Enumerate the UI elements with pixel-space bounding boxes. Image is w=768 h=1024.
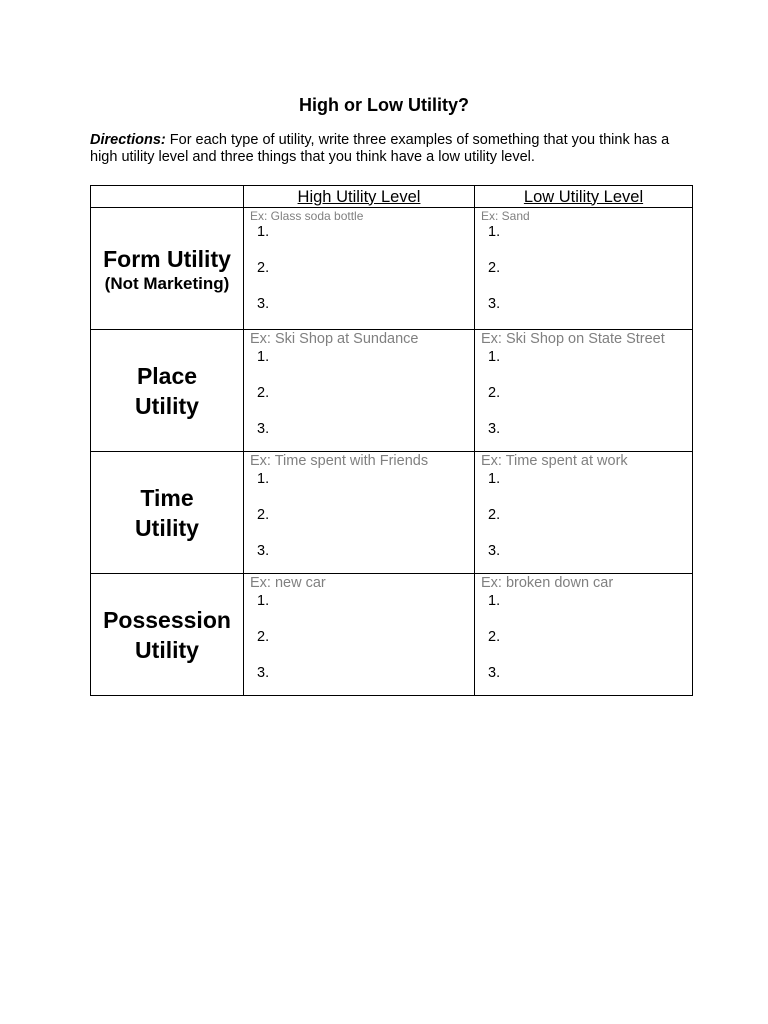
utility-type-name: Time Utility [135, 484, 199, 541]
utility-table [90, 185, 693, 696]
header-empty-cell [91, 186, 244, 208]
answer-line[interactable]: 2. [257, 260, 270, 276]
answer-line[interactable]: 1. [257, 471, 270, 487]
answer-line[interactable]: 1. [257, 593, 270, 609]
utility-type-cell [91, 330, 244, 452]
answer-list [244, 223, 474, 313]
table-row-form-utility [91, 208, 693, 330]
table-row-time-utility [91, 452, 693, 574]
answer-list [475, 223, 692, 313]
table-row-place-utility [91, 330, 693, 452]
utility-type-cell [91, 208, 244, 330]
answer-line[interactable]: 3. [488, 665, 501, 681]
answer-line[interactable]: 3. [488, 296, 501, 312]
table-header-row [91, 186, 693, 208]
answer-line[interactable]: 1. [488, 224, 501, 240]
high-example: Ex: Ski Shop at Sundance [250, 331, 419, 347]
header-low-utility: Low Utility Level [475, 186, 693, 208]
answer-line[interactable]: 1. [257, 349, 270, 365]
answer-line[interactable]: 2. [488, 507, 501, 523]
answer-line[interactable]: 1. [488, 349, 501, 365]
directions-paragraph [90, 132, 690, 166]
answer-list [244, 592, 474, 682]
answer-line[interactable]: 3. [257, 421, 270, 437]
high-utility-cell[interactable] [244, 330, 475, 452]
utility-type-name: Form Utility [103, 245, 231, 272]
answer-list [475, 592, 692, 682]
page-title: High or Low Utility? [299, 95, 469, 115]
directions-label: Directions: [90, 132, 166, 148]
answer-line[interactable]: 2. [488, 629, 501, 645]
low-utility-cell[interactable] [475, 574, 693, 696]
utility-type-subtitle: (Not Marketing) [104, 273, 230, 293]
table-row-possession-utility [91, 574, 693, 696]
utility-type-cell [91, 452, 244, 574]
low-example: Ex: broken down car [481, 575, 614, 591]
header-high-utility: High Utility Level [244, 186, 475, 208]
answer-line[interactable]: 3. [488, 543, 501, 559]
answer-line[interactable]: 2. [257, 507, 270, 523]
answer-line[interactable]: 2. [488, 260, 501, 276]
low-utility-cell[interactable] [475, 452, 693, 574]
answer-list [244, 348, 474, 438]
high-utility-cell[interactable] [244, 208, 475, 330]
low-example: Ex: Time spent at work [481, 453, 628, 469]
answer-line[interactable]: 2. [488, 385, 501, 401]
answer-line[interactable]: 2. [257, 385, 270, 401]
utility-type-name: Possession Utility [103, 606, 231, 663]
answer-line[interactable]: 3. [257, 296, 270, 312]
answer-line[interactable]: 3. [488, 421, 501, 437]
answer-list [244, 470, 474, 560]
answer-list [475, 470, 692, 560]
directions-text: For each type of utility, write three examples of something that you think has a high utility level and three things that you think have a low utility level. [90, 132, 670, 165]
high-utility-cell[interactable] [244, 452, 475, 574]
answer-line[interactable]: 3. [257, 665, 270, 681]
low-example: Ex: Ski Shop on State Street [481, 331, 665, 347]
low-utility-cell[interactable] [475, 330, 693, 452]
utility-type-name: Place Utility [135, 362, 199, 419]
answer-line[interactable]: 2. [257, 629, 270, 645]
high-example: Ex: Glass soda bottle [250, 209, 364, 223]
answer-list [475, 348, 692, 438]
high-example: Ex: new car [250, 575, 326, 591]
utility-type-cell [91, 574, 244, 696]
answer-line[interactable]: 3. [257, 543, 270, 559]
high-example: Ex: Time spent with Friends [250, 453, 429, 469]
answer-line[interactable]: 1. [488, 471, 501, 487]
high-utility-cell[interactable] [244, 574, 475, 696]
low-utility-cell[interactable] [475, 208, 693, 330]
answer-line[interactable]: 1. [488, 593, 501, 609]
answer-line[interactable]: 1. [257, 224, 270, 240]
low-example: Ex: Sand [481, 209, 530, 223]
